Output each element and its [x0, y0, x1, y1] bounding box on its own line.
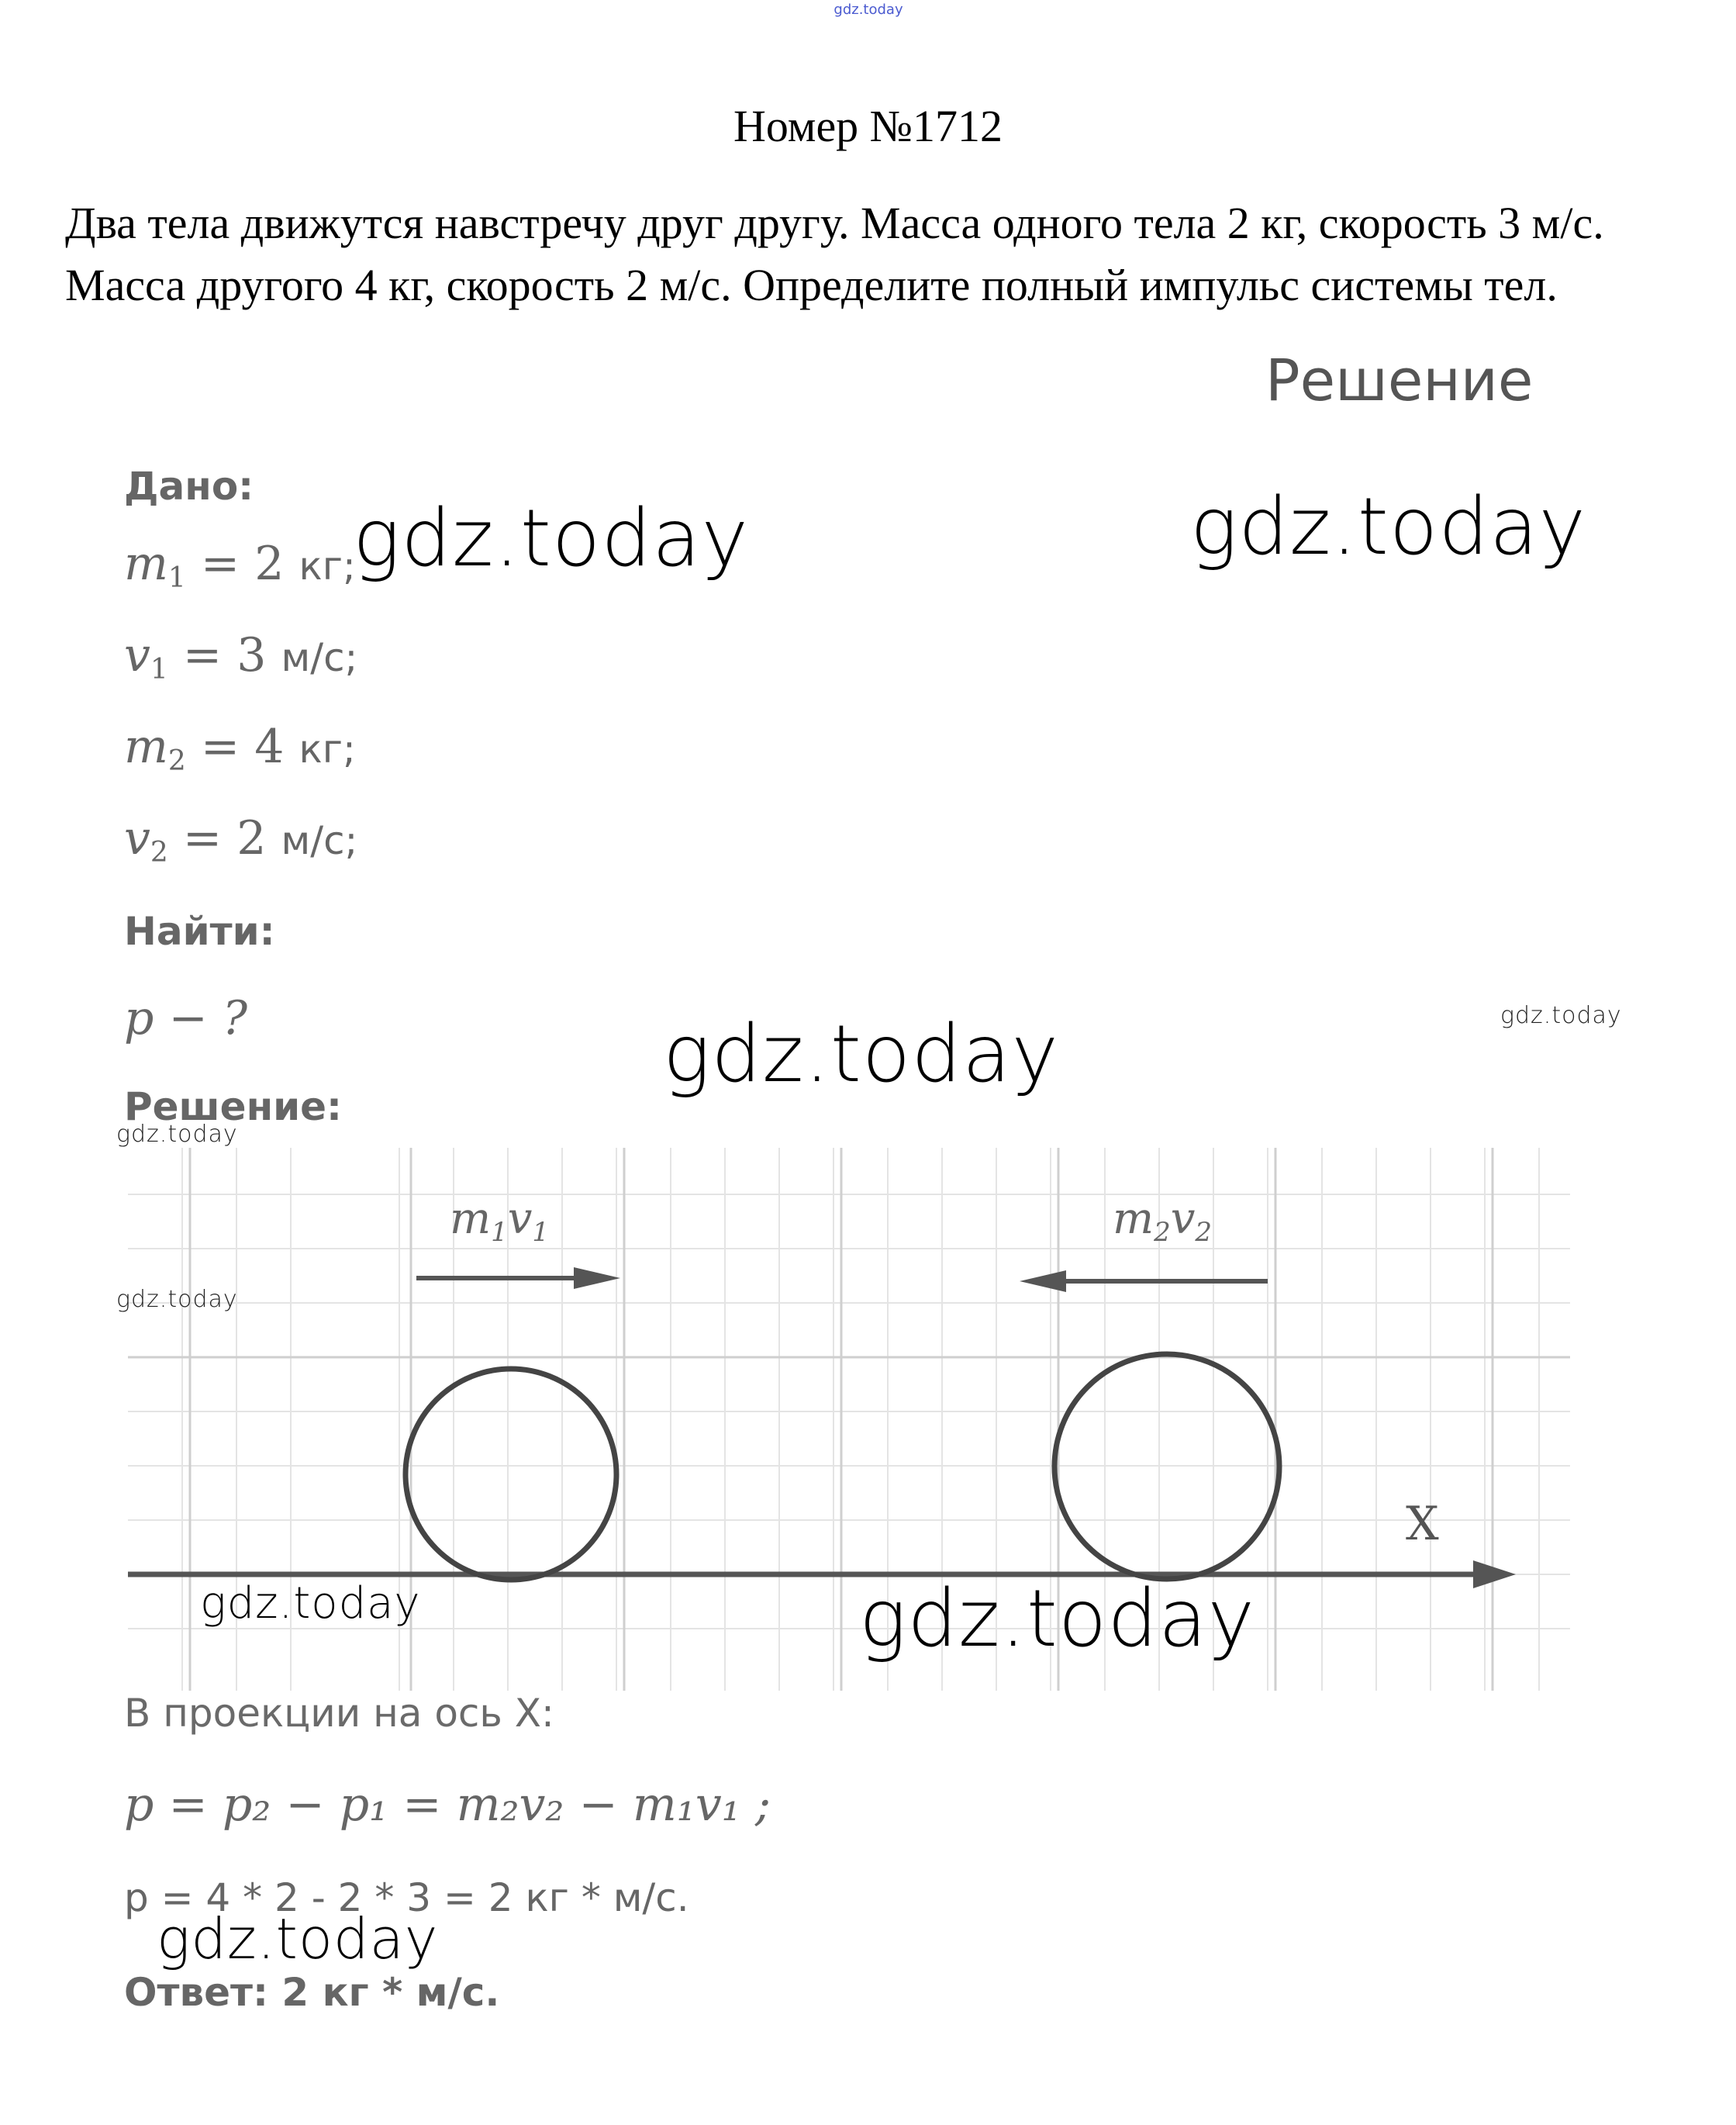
m1-symbol: m — [124, 537, 168, 591]
answer: Ответ: 2 кг * м/с. — [124, 1970, 500, 2015]
momentum-arrow-2-head — [1020, 1270, 1066, 1292]
watermark: gdz.today — [116, 1121, 238, 1148]
v2-sub: 2 — [150, 837, 168, 869]
find-label: Найти: — [124, 909, 275, 954]
x-axis-arrowhead — [1473, 1560, 1516, 1588]
m1-value: = 2 — [200, 537, 285, 591]
top-watermark: gdz.today — [833, 2, 903, 18]
problem-line-2: Масса другого 4 кг, скорость 2 м/с. Определите полный импульс системы тел. — [65, 260, 1558, 310]
v1-symbol: v — [124, 628, 150, 682]
calculation: p = 4 * 2 - 2 * 3 = 2 кг * м/с. — [124, 1875, 689, 1920]
projection-label: В проекции на ось X: — [124, 1691, 554, 1736]
axis-label: X — [1406, 1497, 1439, 1551]
momentum-arrow-1-head — [574, 1267, 620, 1289]
given-m2 — [124, 720, 356, 777]
m2-value: = 4 — [200, 720, 285, 774]
watermark: gdz.today — [200, 1578, 421, 1629]
m2-unit: кг; — [299, 727, 356, 772]
find-expression — [124, 991, 247, 1045]
v2-unit: м/с; — [281, 818, 358, 863]
v1-sub: 1 — [150, 654, 168, 686]
watermark: gdz.today — [1190, 481, 1586, 573]
solution-label: Решение: — [124, 1084, 343, 1129]
find-expr: p − ? — [124, 991, 247, 1045]
v1-unit: м/с; — [281, 635, 358, 680]
watermark: gdz.today — [663, 1008, 1059, 1101]
body-1-ball — [406, 1369, 616, 1580]
watermark: gdz.today — [116, 1286, 238, 1313]
problem-statement — [65, 192, 1724, 316]
watermark: gdz.today — [1500, 1002, 1622, 1029]
formula: p = p₂ − p₁ = m₂v₂ − m₁v₁ ; — [124, 1778, 771, 1832]
m2-symbol: m — [124, 720, 168, 774]
given-v1 — [124, 628, 357, 686]
m1-unit: кг; — [299, 544, 356, 589]
m2-sub: 2 — [167, 745, 186, 777]
watermark: gdz.today — [157, 1906, 439, 1971]
solution-heading: Решение — [1265, 347, 1534, 414]
given-m1 — [124, 537, 356, 594]
given-label: Дано: — [124, 464, 254, 509]
label-m1v1: m1v1 — [450, 1194, 550, 1248]
watermark: gdz.today — [353, 492, 749, 585]
v2-symbol: v — [124, 811, 150, 866]
problem-line-1: Два тела движутся навстречу друг другу. Масса одного тела 2 кг, скорость 3 м/с. — [65, 198, 1604, 248]
page-title: Номер №1712 — [733, 101, 1003, 151]
given-v2 — [124, 811, 357, 869]
watermark: gdz.today — [859, 1573, 1255, 1665]
m1-sub: 1 — [167, 562, 186, 594]
label-m2v2: m2v2 — [1113, 1194, 1213, 1248]
v1-value: = 3 — [182, 628, 267, 682]
v2-value: = 2 — [182, 811, 267, 866]
